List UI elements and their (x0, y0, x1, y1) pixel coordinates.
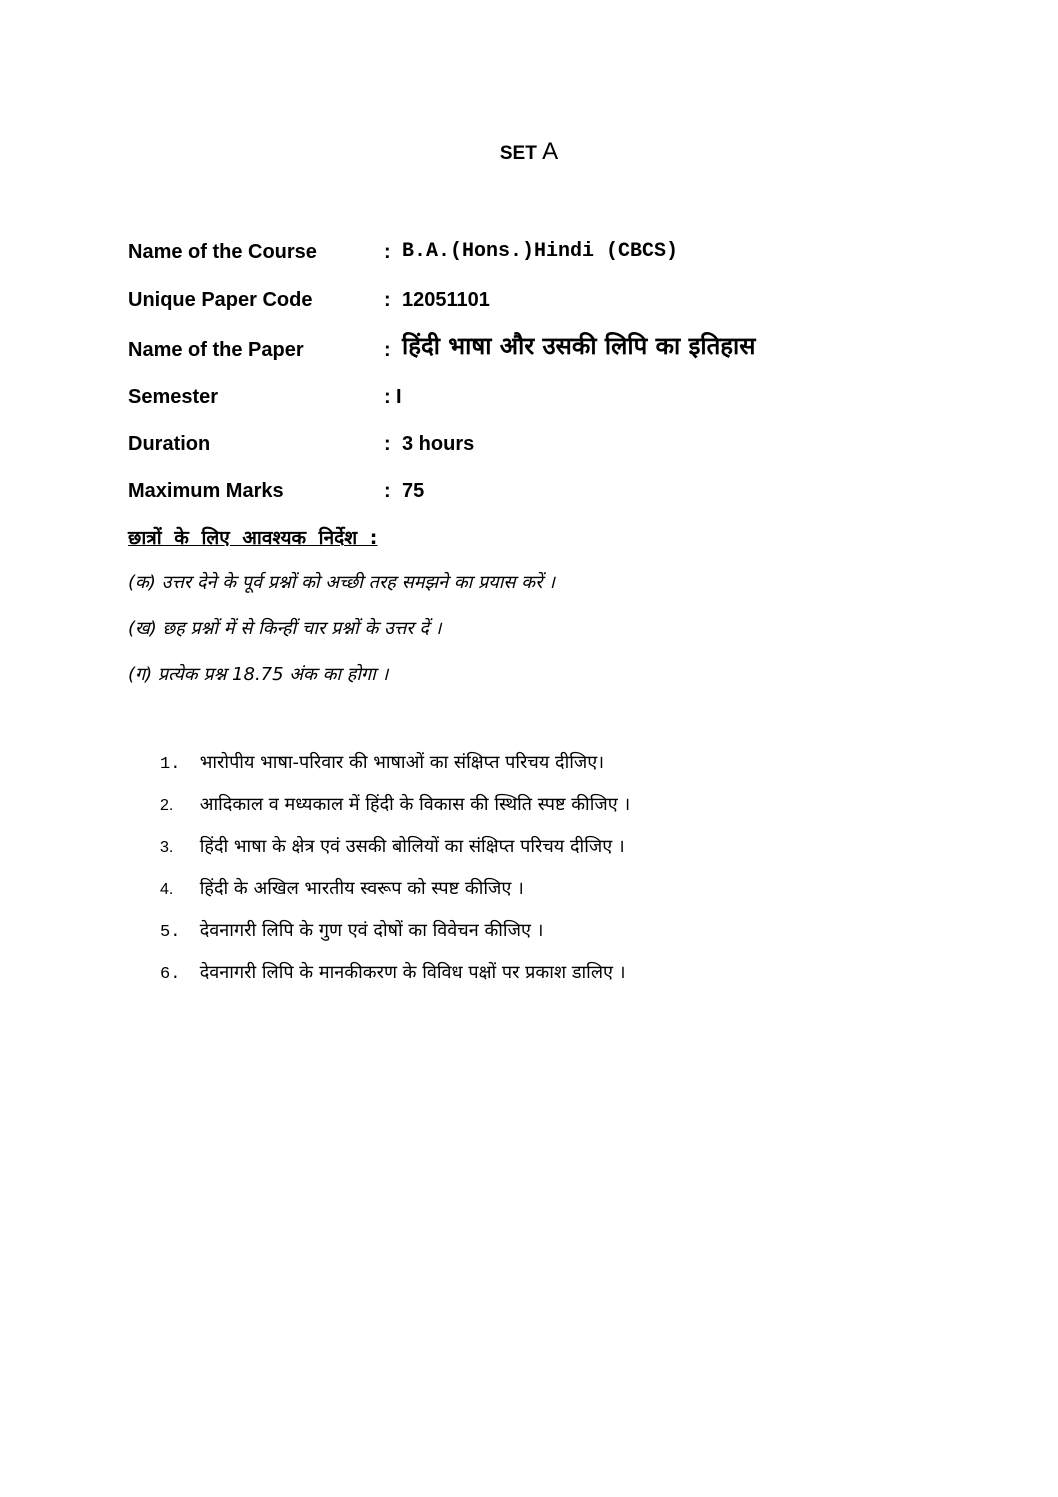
meta-value-duration: 3 hours (402, 433, 475, 455)
set-prefix: SET (499, 143, 537, 164)
question-text: हिंदी भाषा के क्षेत्र एवं उसकी बोलियों का संक्षिप्त परिचय दीजिए । (199, 836, 625, 857)
meta-row-paper-code (128, 286, 928, 318)
meta-label: Name of the Paper (128, 339, 304, 361)
set-title (0, 138, 1058, 166)
instruction-line: (ग) प्रत्येक प्रश्न 18.75 अंक का होगा । (128, 664, 389, 685)
meta-value-paper-code: 12051101 (402, 289, 490, 311)
meta-value-max-marks: 75 (402, 480, 425, 502)
instruction-line: (क) उत्तर देने के पूर्व प्रश्नों को अच्छी तरह समझने का प्रयास करें । (128, 572, 556, 593)
meta-colon: : (384, 289, 391, 311)
question-text: देवनागरी लिपि के मानकीकरण के विविध पक्षों पर प्रकाश डालिए । (199, 962, 626, 983)
meta-label: Maximum Marks (128, 480, 284, 502)
question-text: देवनागरी लिपि के गुण एवं दोषों का विवेचन कीजिए । (199, 920, 544, 941)
meta-row-semester (128, 383, 928, 415)
question-number: 5. (160, 923, 181, 942)
meta-label: Unique Paper Code (128, 289, 313, 311)
meta-colon: : (384, 433, 391, 455)
question-item (160, 792, 960, 816)
instruction-line: (ख) छह प्रश्नों में से किन्हीं चार प्रश्नों के उत्तर दें । (128, 618, 442, 639)
question-text: भारोपीय भाषा-परिवार की भाषाओं का संक्षिप्त परिचय दीजिए। (199, 752, 605, 773)
meta-row-paper-name (128, 332, 928, 368)
meta-colon: : (384, 386, 391, 408)
question-number: 4. (160, 881, 174, 898)
question-number: 6. (160, 965, 181, 984)
question-item (160, 960, 960, 984)
instructions-heading: छात्रों के लिए आवश्यक निर्देश : (128, 527, 378, 549)
question-item (160, 876, 960, 900)
meta-label: Name of the Course (128, 241, 317, 263)
question-item (160, 834, 960, 858)
question-number: 2. (160, 797, 174, 814)
question-item (160, 750, 960, 774)
meta-colon: : (384, 241, 391, 263)
question-number: 1. (160, 755, 181, 774)
meta-colon: : (384, 339, 391, 361)
question-text: हिंदी के अखिल भारतीय स्वरूप को स्पष्ट कीजिए । (199, 878, 524, 899)
meta-row-course (128, 238, 928, 270)
set-letter: A (542, 138, 559, 165)
meta-colon: : (384, 480, 391, 502)
question-number: 3. (160, 839, 174, 856)
meta-row-max-marks (128, 477, 928, 509)
question-item (160, 918, 960, 942)
meta-label: Duration (128, 433, 211, 455)
meta-label: Semester (128, 386, 219, 408)
meta-value-paper-name: हिंदी भाषा और उसकी लिपि का इतिहास (402, 332, 756, 360)
meta-row-duration (128, 430, 928, 462)
question-text: आदिकाल व मध्यकाल में हिंदी के विकास की स्थिति स्पष्ट कीजिए । (199, 794, 631, 815)
meta-value-course: B.A.(Hons.)Hindi (CBCS) (402, 240, 679, 263)
meta-value-semester: I (396, 386, 402, 408)
